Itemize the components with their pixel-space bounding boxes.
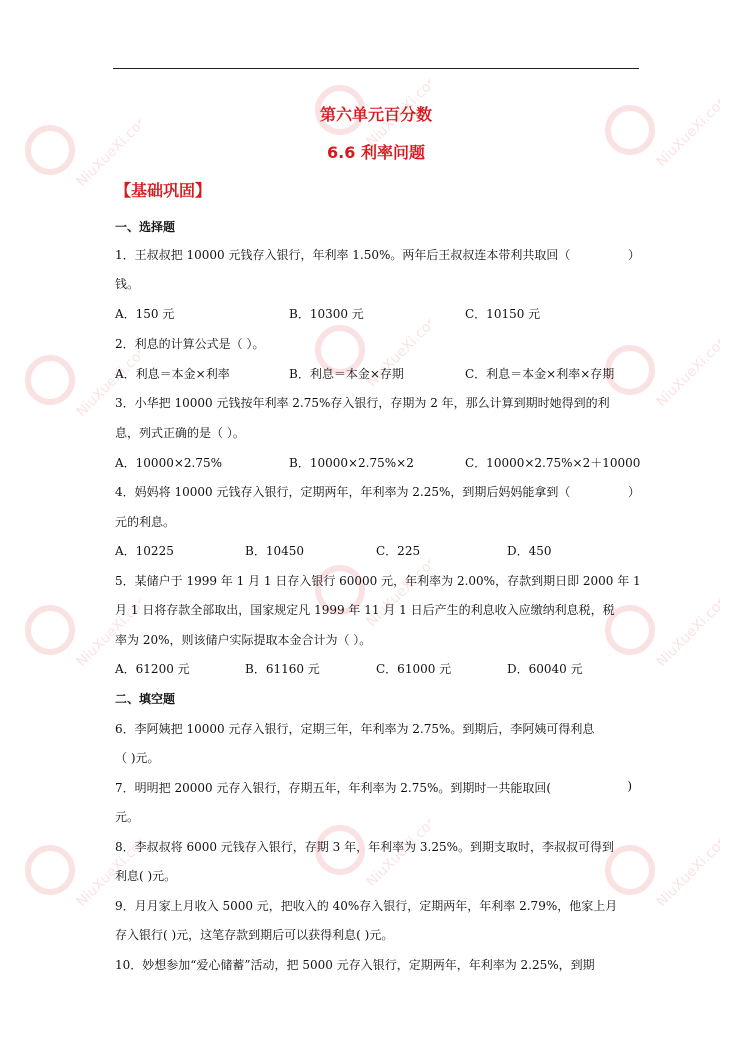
watermark-text: NiuXueXi.com <box>363 69 430 151</box>
question-2-line-1: 2．利息的计算公式是（ ）。 <box>115 337 265 351</box>
question-1-text: 1．王叔叔把 10000 元钱存入银行，年利率 1.50%。两年后王叔叔连本带利共取回（ <box>115 248 571 262</box>
question-4-bracket: ） <box>627 485 640 499</box>
question-7-line-1 <box>115 779 640 796</box>
watermark-logo <box>590 60 720 190</box>
question-10-line-1: 10．妙想参加“爱心储蓄”活动，把 5000 元存入银行，定期两年，年利率为 2.25%，到期 <box>115 958 595 972</box>
watermark-text: NiuXueXi.com <box>653 589 720 671</box>
question-4-line-1 <box>115 483 640 500</box>
watermark-text: NiuXueXi.com <box>653 829 720 911</box>
question-9-line-2: 存入银行( )元，这笔存款到期后可以获得利息( )元。 <box>115 928 394 942</box>
section-tag: 【基础巩固】 <box>115 181 212 200</box>
watermark-text: NiuXueXi.com <box>653 89 720 171</box>
option-b: B．10000×2.75%×2 <box>289 456 414 470</box>
watermark-text: NiuXueXi.com <box>73 589 140 671</box>
watermark-text: NiuXueXi.com <box>363 549 430 631</box>
page-title: 第六单元百分数 <box>319 105 432 124</box>
question-5-line-3: 率为 20%，则该储户实际提取本金合计为（ ）。 <box>115 633 372 647</box>
question-1-bracket: ） <box>627 248 640 262</box>
option-b: B．10450 <box>245 544 304 558</box>
header-rule <box>113 68 639 69</box>
option-c: C．10150 元 <box>465 307 541 321</box>
watermark-text: NiuXueXi.com <box>73 109 140 191</box>
question-8-line-1: 8．李叔叔将 6000 元钱存入银行，存期 3 年，年利率为 3.25%。到期支取时，李叔叔可得到 <box>115 840 615 854</box>
question-7-bracket: ) <box>627 779 632 793</box>
part-heading-fill: 二、填空题 <box>115 692 176 706</box>
question-3-line-1: 3．小华把 10000 元钱按年利率 2.75%存入银行，存期为 2 年，那么计算到期时她得到的利 <box>115 396 610 410</box>
option-c: C．61000 元 <box>376 662 452 676</box>
option-c: C．10000×2.75%×2＋10000 <box>465 456 641 470</box>
question-7-text: 7．明明把 20000 元存入银行，存期五年，年利率为 2.75%。到期时一共能取回( <box>115 781 552 795</box>
question-3-line-2: 息，列式正确的是（ ）。 <box>115 426 245 440</box>
option-d: D．60040 元 <box>507 662 583 676</box>
option-b: B．10300 元 <box>289 307 364 321</box>
question-6-line-1: 6．李阿姨把 10000 元存入银行，定期三年，年利率为 2.75%。到期后，李阿姨可得利息 <box>115 722 595 736</box>
question-5-line-1: 5．某储户于 1999 年 1 月 1 日存入银行 60000 元，年利率为 2.00%，存款到期日即 2000 年 1 <box>115 574 641 588</box>
question-4-text: 4．妈妈将 10000 元钱存入银行，定期两年，年利率为 2.25%，到期后妈妈能拿到（ <box>115 485 571 499</box>
option-a: A．10225 <box>115 544 174 558</box>
watermark-text: NiuXueXi.com <box>653 329 720 411</box>
watermark-text: NiuXueXi.com <box>363 309 430 391</box>
question-1-line-1 <box>115 246 640 263</box>
part-heading-choice: 一、选择题 <box>115 220 176 234</box>
option-a: A．61200 元 <box>115 662 190 676</box>
question-7-line-2: 元。 <box>115 810 140 824</box>
option-a: A．利息＝本金×利率 <box>115 367 230 381</box>
watermark-text: NiuXueXi.com <box>363 809 430 891</box>
watermark-text: NiuXueXi.com <box>73 829 140 911</box>
question-9-line-1: 9．月月家上月收入 5000 元，把收入的 40%存入银行，定期两年，年利率 2.79%，他家上月 <box>115 899 618 913</box>
page-subtitle: 6.6 利率问题 <box>327 143 425 162</box>
option-c: C．利息＝本金×利率×存期 <box>465 367 615 381</box>
option-a: A．10000×2.75% <box>115 456 223 470</box>
option-d: D．450 <box>507 544 552 558</box>
option-b: B．61160 元 <box>245 662 320 676</box>
watermark-text: NiuXueXi.com <box>73 339 140 421</box>
question-4-line-2: 元的利息。 <box>115 515 176 529</box>
question-1-line-2: 钱。 <box>115 277 140 291</box>
option-a: A．150 元 <box>115 307 175 321</box>
question-6-line-2: （ )元。 <box>115 751 160 765</box>
option-b: B．利息＝本金×存期 <box>289 367 404 381</box>
question-8-line-2: 利息( )元。 <box>115 869 177 883</box>
question-5-line-2: 月 1 日将存款全部取出，国家规定凡 1999 年 11 月 1 日后产生的利息收入应缴纳利息税，税 <box>115 603 615 617</box>
option-c: C．225 <box>376 544 421 558</box>
